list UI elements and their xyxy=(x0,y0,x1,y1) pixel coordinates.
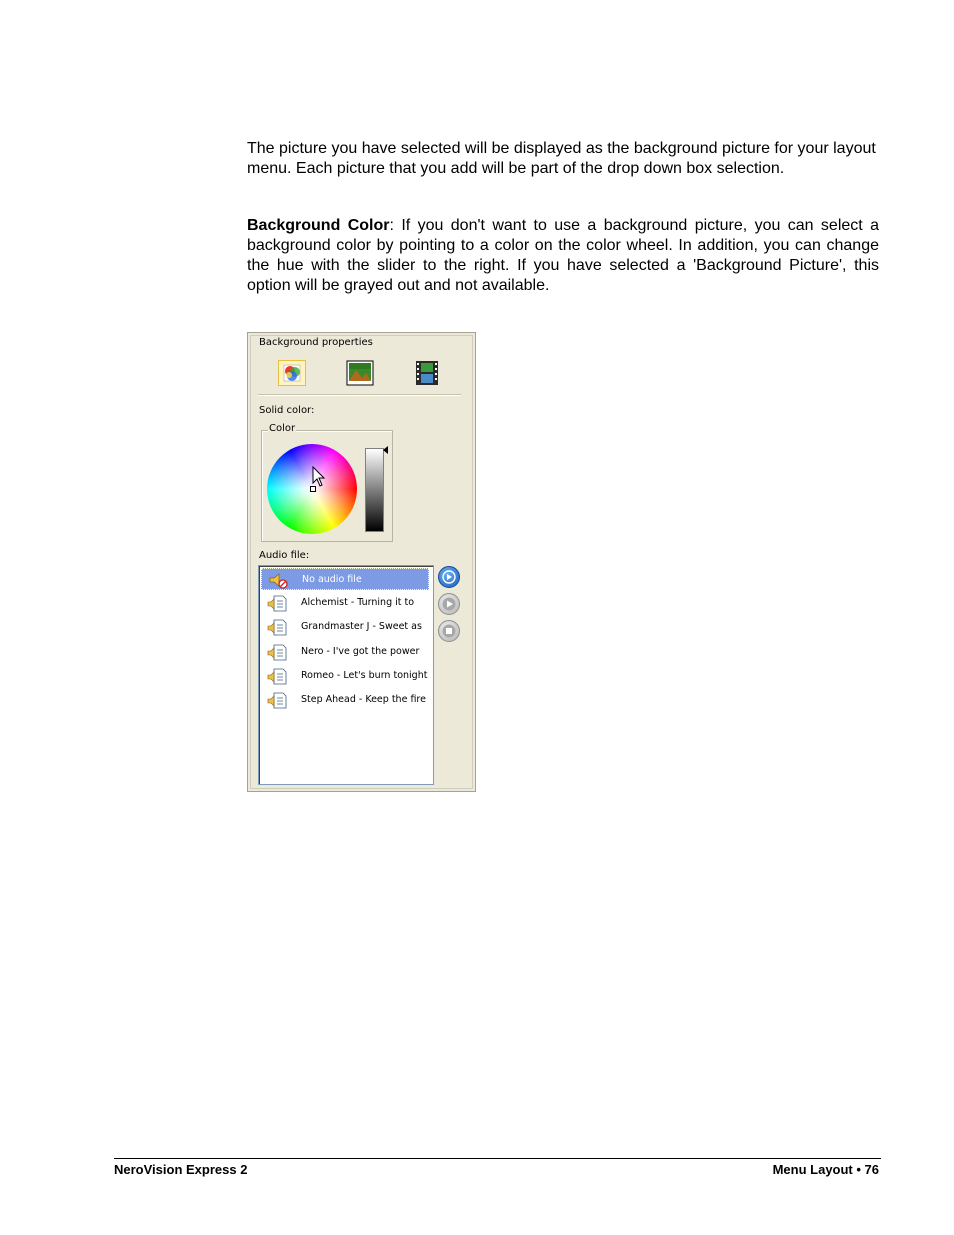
intro-paragraph: The picture you have selected will be displayed as the background picture for your layout menu. Each picture that you add will be part of the drop down box selection. xyxy=(247,140,876,177)
audio-file-icon xyxy=(267,668,287,685)
footer-section-page: Menu Layout • 76 xyxy=(772,1162,879,1177)
stop-button[interactable] xyxy=(438,620,460,642)
group-title: Background properties xyxy=(259,337,373,348)
stop-icon xyxy=(439,621,459,641)
no-audio-icon xyxy=(268,572,288,589)
background-color-description: : If you don't want to use a background picture, you can select a background color by pointing to a color on the color wheel. In addition, you can change the hue with the slider to the right. If you have selected a 'Background Picture', this option will be grayed out and not available. xyxy=(247,217,880,294)
audio-file-icon xyxy=(267,595,287,612)
audio-file-label: Audio file: xyxy=(259,550,310,561)
divider xyxy=(258,394,461,396)
list-item[interactable] xyxy=(261,616,429,638)
background-properties-panel xyxy=(247,332,476,792)
list-item[interactable] xyxy=(261,568,429,590)
video-tab-icon[interactable] xyxy=(414,360,442,386)
list-item-label: Nero - I've got the power xyxy=(301,646,420,657)
color-group xyxy=(261,423,393,542)
slider-handle-icon[interactable] xyxy=(383,446,388,454)
list-item-label: Step Ahead - Keep the fire xyxy=(301,694,426,705)
list-item[interactable] xyxy=(261,689,429,711)
list-item[interactable] xyxy=(261,665,429,687)
audio-file-icon xyxy=(267,619,287,636)
background-color-paragraph xyxy=(247,216,879,296)
list-item-label: Alchemist - Turning it to xyxy=(301,597,415,608)
background-color-term: Background Color xyxy=(247,217,390,234)
audio-file-icon xyxy=(267,692,287,709)
add-audio-button[interactable] xyxy=(438,566,460,588)
picture-tab-icon[interactable] xyxy=(346,360,374,386)
color-group-label: Color xyxy=(269,423,296,434)
play-icon xyxy=(439,594,459,614)
solid-color-tab-icon[interactable] xyxy=(278,360,306,386)
add-audio-icon xyxy=(439,567,459,587)
audio-file-icon xyxy=(267,644,287,661)
list-item-label: Romeo - Let's burn tonight xyxy=(301,670,428,681)
list-item[interactable] xyxy=(261,592,429,614)
list-item-label: Grandmaster J - Sweet as xyxy=(301,621,422,632)
mouse-pointer-icon xyxy=(312,466,326,488)
list-item[interactable] xyxy=(261,641,429,663)
footer-divider xyxy=(114,1158,881,1159)
list-item-label: No audio file xyxy=(302,574,362,585)
audio-file-list[interactable] xyxy=(258,565,434,785)
brightness-slider[interactable] xyxy=(365,448,384,532)
solid-color-label: Solid color: xyxy=(259,405,315,416)
footer-product-name: NeroVision Express 2 xyxy=(114,1162,248,1177)
play-button[interactable] xyxy=(438,593,460,615)
